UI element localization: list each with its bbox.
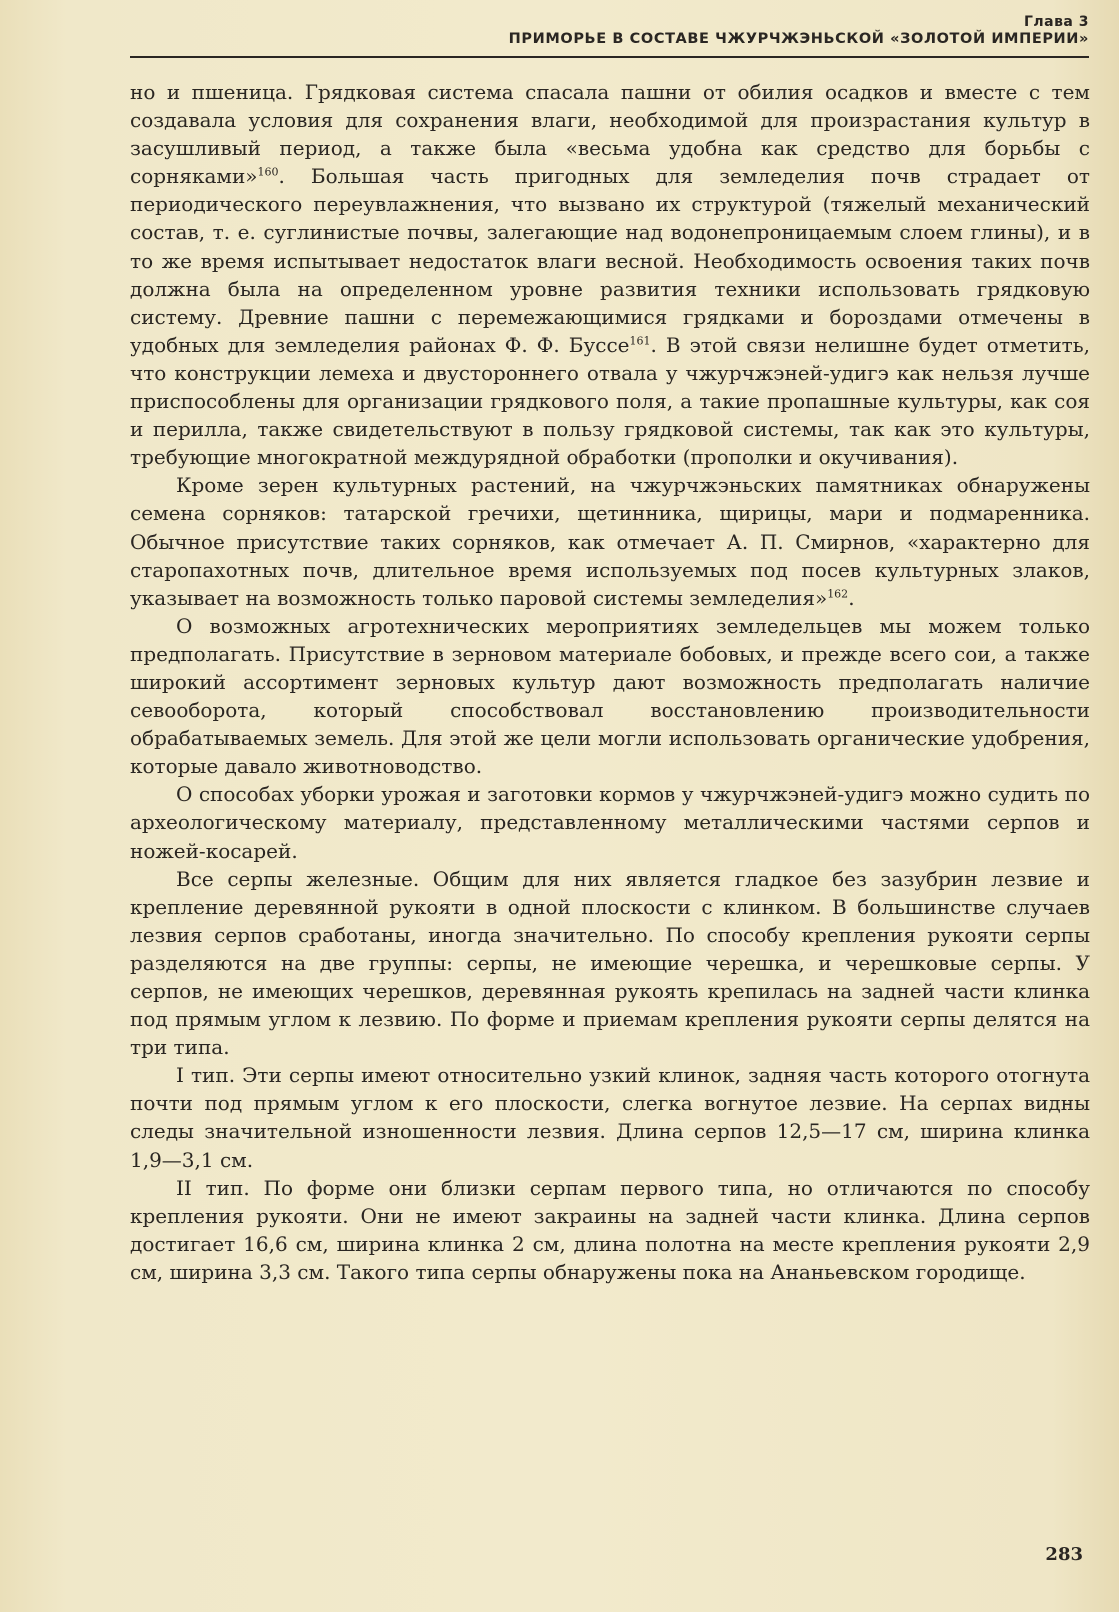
paragraph-1: [130, 78, 1090, 471]
paragraph-5: Все серпы железные. Общим для них является гладкое без зазубрин лезвие и крепление деревянной рукояти в одной плоскости с клинком. В большинстве случаев лезвия серпов сработаны, иногда значительно. По способу крепления рукояти серпы разделяются на две группы: серпы, не имеющие черешка, и черешковые серпы. У серпов, не имеющих черешков, деревянная рукоять крепилась на задней части клинка под прямым углом к лезвию. По форме и приемам крепления рукояти серпы делятся на три типа.: [130, 866, 1090, 1060]
footnote-ref: 160: [257, 165, 279, 179]
paragraph-4: О способах уборки урожая и заготовки кормов у чжурчжэней-удигэ можно судить по археологическому материалу, представленному металлическими частями серпов и ножей-косарей.: [130, 782, 1090, 863]
header-rule: [130, 56, 1089, 58]
paragraph-3: О возможных агротехнических мероприятиях земледельцев мы можем только предполагать. Присутствие в зерновом материале бобовых, и прежде всего сои, а также широкий ассортимент зерновых культур дают возможность предполагать наличие севооборота, который способствовал восстановлению производительности обрабатываемых земель. Для этой же цели могли использовать органические удобрения, которые давало животноводство.: [130, 613, 1090, 779]
body-text: [130, 78, 1090, 1286]
page-number: 283: [1045, 1544, 1083, 1565]
paragraph-text: но и пшеница. Грядковая система спасала пашни от обилия осадков и вместе с тем создавала условия для сохранения влаги, необходимой для произрастания культур в засушливый период, а также была «весьма удобна как средство для борьбы с сорняками»: [130, 80, 1090, 189]
paragraph-2: [130, 471, 1090, 611]
paragraph-6: I тип. Эти серпы имеют относительно узкий клинок, задняя часть которого отогнута почти под прямым углом к его плоскости, слегка вогнутое лезвие. На серпах видны следы значительной изношенности лезвия. Длина серпов 12,5—17 см, ширина клинка 1,9—3,1 см.: [130, 1063, 1090, 1172]
paragraph-7: II тип. По форме они близки серпам первого типа, но отличаются по способу крепления рукояти. Они не имеют закраины на задней части клинка. Длина серпов достигает 16,6 см, ширина клинка 2 см, длина полотна на месте крепления рукояти 2,9 см, ширина 3,3 см. Такого типа серпы обнаружены пока на Ананьевском городище.: [130, 1175, 1090, 1284]
paragraph-text: .: [848, 585, 855, 610]
running-title: ПРИМОРЬЕ В СОСТАВЕ ЧЖУРЧЖЭНЬСКОЙ «ЗОЛОТОЙ ИМПЕРИИ»: [508, 31, 1089, 47]
running-header: [130, 14, 1089, 48]
paragraph-text: . Большая часть пригодных для земледелия почв страдает от периодического переувлажнения, что вызвано их структурой (тяжелый механический состав, т. е. суглинистые почвы, залегающие над водонепроницаемым слоем глины), и в то же время испытывает недостаток влаги весной. Необходимость освоения таких почв должна была на определенном уровне развития техники использовать грядковую систему. Древние пашни с перемежающимися грядками и бороздами отмечены в удобных для земледелия районах Ф. Ф. Буссе: [130, 164, 1090, 357]
footnote-ref: 162: [827, 587, 849, 601]
chapter-label: Глава 3: [1023, 14, 1089, 30]
paragraph-text: Кроме зерен культурных растений, на чжурчжэньских памятниках обнаружены семена сорняков: татарской гречихи, щетинника, щирицы, мари и подмаренника. Обычное присутствие таких сорняков, как отмечает А. П. Смирнов, «характерно для старопахотных почв, длительное время используемых под посев культурных злаков, указывает на возможность только паровой системы земледелия»: [130, 473, 1090, 610]
paragraph-text: . В этой связи нелишне будет отметить, что конструкции лемеха и двустороннего отвала у чжурчжэней-удигэ как нельзя лучше приспособлены для организации грядкового поля, а такие пропашные культуры, как соя и перилла, также свидетельствуют в пользу грядковой системы, так как это культуры, требующие многократной междурядной обработки (прополки и окучивания).: [130, 332, 1090, 470]
footnote-ref: 161: [629, 334, 651, 348]
